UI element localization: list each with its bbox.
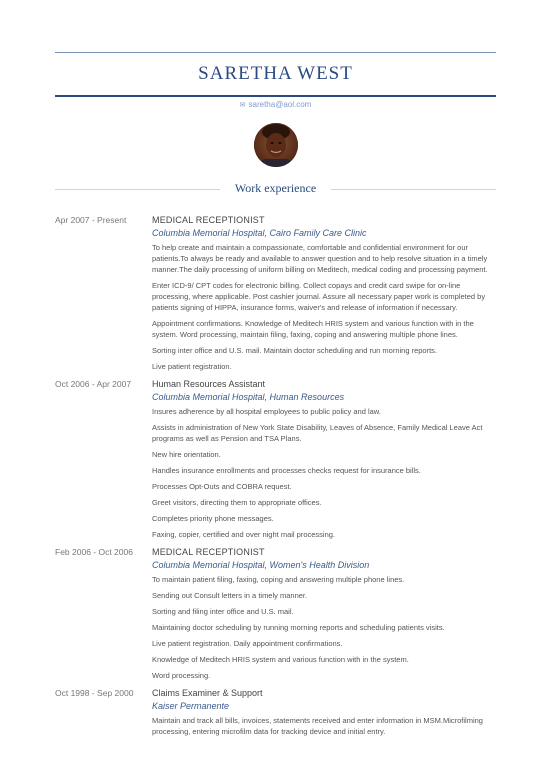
job-title: Claims Examiner & Support [152, 688, 263, 698]
job-description: Faxing, copier, certified and over night mail processing. [152, 530, 336, 539]
job-description: Handles insurance enrollments and processes checks request for insurance bills. [152, 466, 421, 475]
job-dates: Oct 2006 - Apr 2007 [55, 379, 132, 389]
job-description: Live patient registration. Daily appointment confirmations. [152, 639, 343, 648]
job-description: Maintaining doctor scheduling by running morning reports and scheduling patients visits. [152, 623, 445, 632]
job-description: Word processing. [152, 671, 211, 680]
job-entry [55, 545, 496, 681]
job-description: Appointment confirmations. Knowledge of Meditech HRIS system and various function with in the system. Word processing, maintain filing, faxing, coping and answering multiple phone lines. [152, 319, 474, 339]
work-experience-list [55, 213, 496, 742]
job-description: Completes priority phone messages. [152, 514, 274, 523]
job-title: MEDICAL RECEPTIONIST [152, 215, 265, 225]
job-description: Maintain and track all bills, invoices, statements received and enter information in MSM.Microfilming processing, entering microfilm data for tracking device and initial entry. [152, 716, 483, 736]
job-entry [55, 377, 496, 540]
job-description: Processes Opt-Outs and COBRA request. [152, 482, 292, 491]
job-description: Sending out Consult letters in a timely manner. [152, 591, 308, 600]
header-bottom-rule [55, 95, 496, 97]
job-description: To maintain patient filing, faxing, coping and answering multiple phone lines. [152, 575, 405, 584]
job-description: Live patient registration. [152, 362, 232, 371]
profile-photo-image [254, 123, 298, 167]
candidate-name: SARETHA WEST [198, 63, 353, 84]
email-link[interactable]: saretha@aol.com [248, 100, 312, 109]
job-company: Columbia Memorial Hospital, Women's Health Division [152, 560, 370, 570]
job-title: MEDICAL RECEPTIONIST [152, 547, 265, 557]
job-entry [55, 686, 496, 737]
job-description: Assists in administration of New York State Disability, Leaves of Absence, Family Medical Leave Act programs as well as Pension and TSA Plans. [152, 423, 483, 443]
job-description: Sorting and filing inter office and U.S. mail. [152, 607, 294, 616]
profile-photo [254, 123, 298, 167]
job-description: Knowledge of Meditech HRIS system and various function with in the system. [152, 655, 409, 664]
job-description: To help create and maintain a compassionate, comfortable and confidential environment for our patients.To always be ready and available to answer question and to help resolve situation in a timely manner.The daily processing of uniform billing on Meditech, medical coding and processing payment. [152, 243, 488, 274]
heading-divider-right [331, 189, 496, 190]
job-description: New hire orientation. [152, 450, 221, 459]
section-title: Work experience [234, 181, 317, 195]
job-company: Kaiser Permanente [152, 701, 230, 711]
header-top-rule [55, 52, 496, 53]
job-dates: Feb 2006 - Oct 2006 [55, 547, 133, 557]
job-title: Human Resources Assistant [152, 379, 266, 389]
job-dates: Oct 1998 - Sep 2000 [55, 688, 134, 698]
job-company: Columbia Memorial Hospital, Human Resources [152, 392, 345, 402]
job-description: Sorting inter office and U.S. mail. Maintain doctor scheduling and run morning reports. [152, 346, 438, 355]
envelope-icon: ✉ [239, 102, 246, 109]
job-entry [55, 213, 496, 372]
section-heading [55, 181, 496, 195]
job-description: Enter ICD-9/ CPT codes for electronic billing. Collect copays and credit card swipe for on-line processing, where applicable. Post cashier journal. Assure all necessary paper work is completed by patients signing of HIPPA, insurance forms, waiver's and release of information if necessary. [152, 281, 486, 312]
contact-line [0, 100, 551, 109]
job-description: Insures adherence by all hospital employees to public policy and law. [152, 407, 381, 416]
job-dates: Apr 2007 - Present [55, 215, 127, 225]
job-description: Greet visitors, directing them to appropriate offices. [152, 498, 322, 507]
job-company: Columbia Memorial Hospital, Cairo Family Care Clinic [152, 228, 367, 238]
